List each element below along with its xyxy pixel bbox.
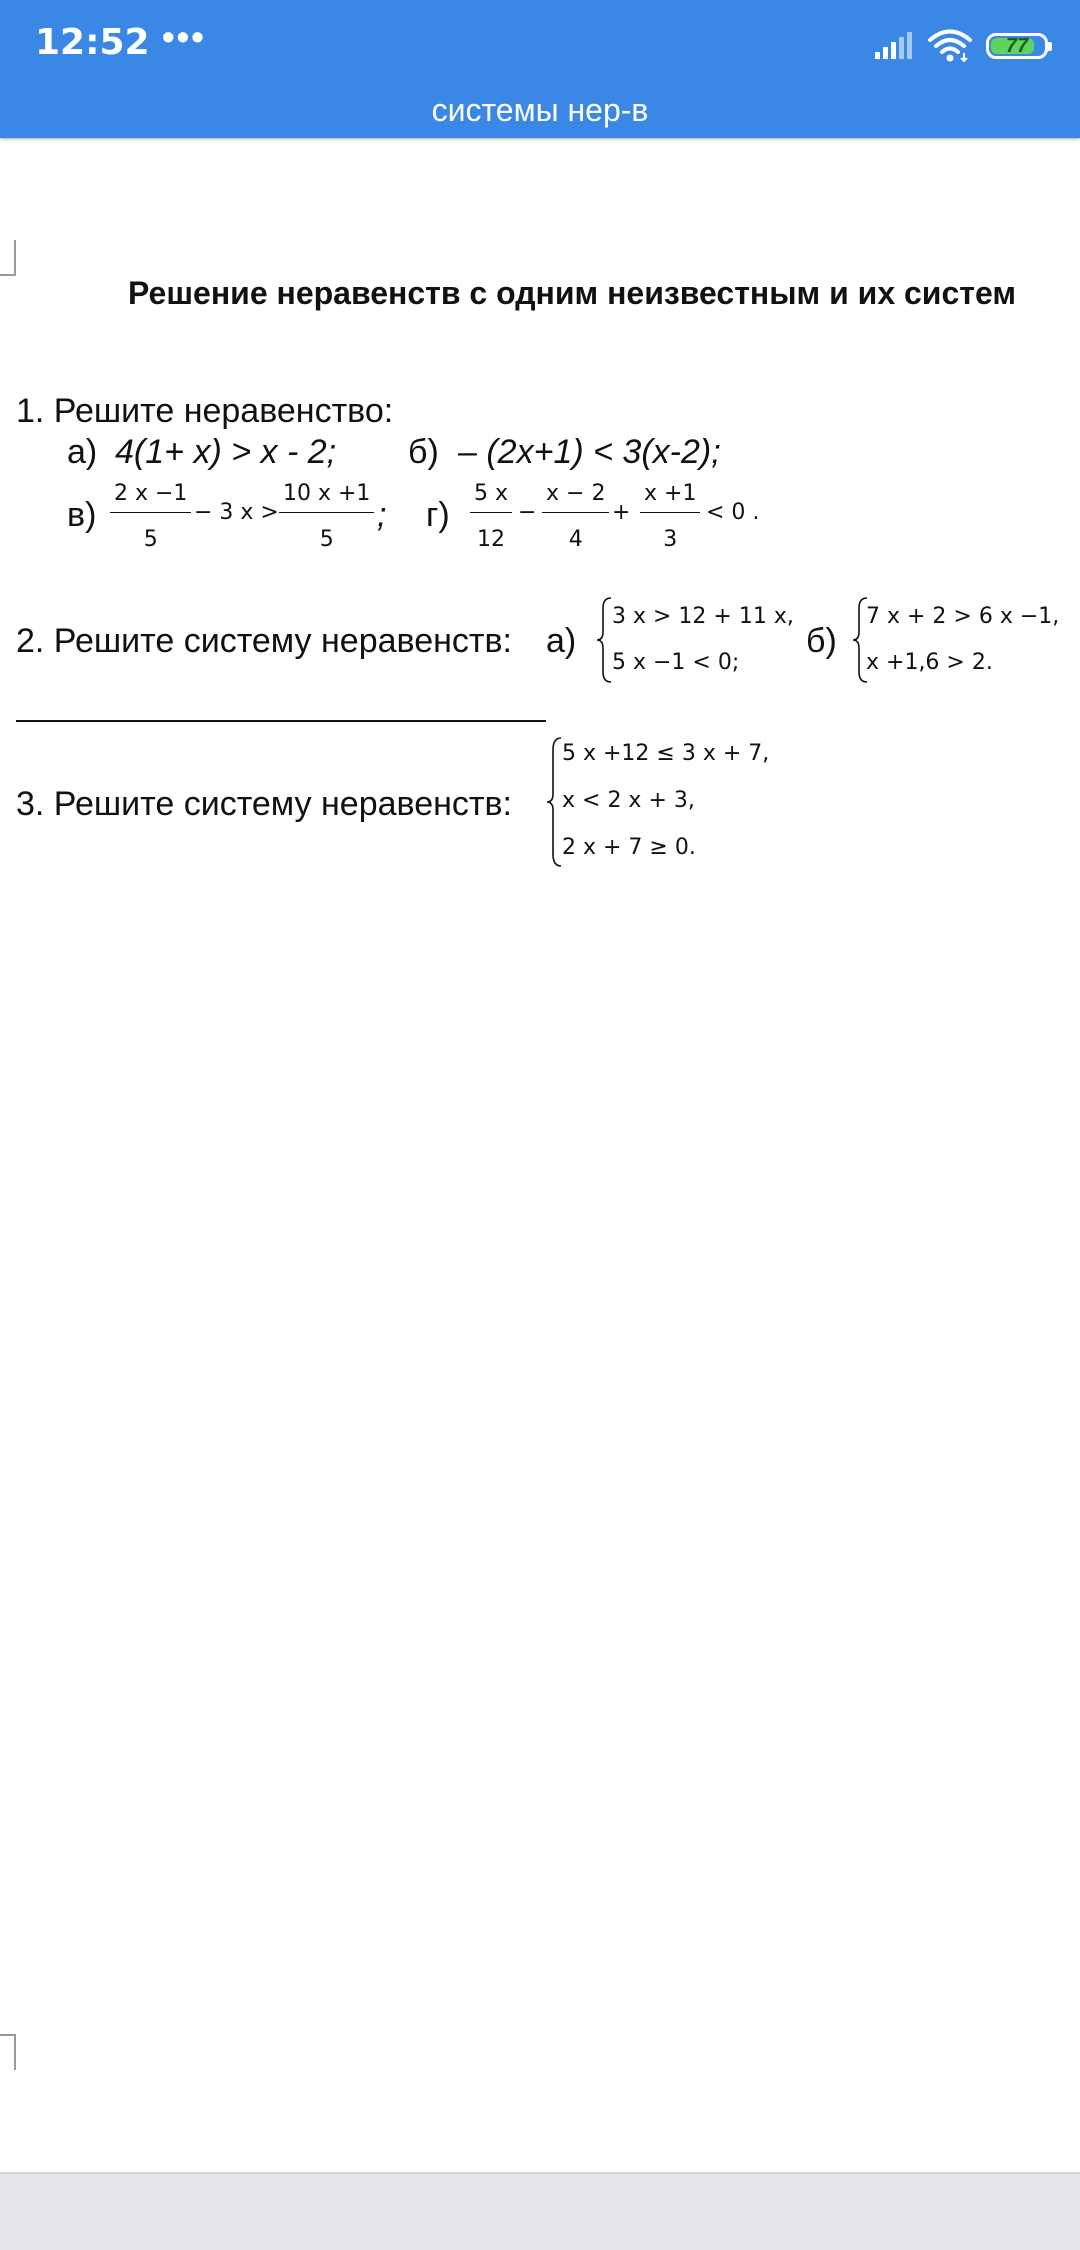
divider-rule [16,720,546,722]
task1-g-plus: + [612,500,631,525]
fraction-numerator: 5 x [470,481,512,513]
task1-g-fraction-2 [542,481,609,552]
task1-v-label: в) [67,496,97,534]
task3-line-2: x < 2 x + 3, [562,788,695,813]
task2-b-label: б) [806,622,837,660]
task1-v-end: ; [377,496,387,534]
page-corner-mark [0,2034,16,2070]
wifi-icon [928,29,972,63]
task1-b-label: б) [408,433,439,471]
task1-a-expression: 4(1+ x) > x - 2; [115,433,337,471]
status-time: 12:52 [35,22,150,63]
more-icon[interactable]: ••• [162,16,206,57]
task2-title: 2. Решите систему неравенств: [16,622,512,660]
document-title: системы нер-в [431,92,649,128]
task2-b-line-2: x +1,6 > 2. [866,650,993,675]
task3-line-1: 5 x +12 ≤ 3 x + 7, [562,741,770,766]
task1-title: 1. Решите неравенство: [16,392,394,430]
fraction-denominator: 4 [568,527,583,552]
battery-icon [986,33,1048,59]
bottom-toolbar[interactable] [0,2172,1080,2250]
fraction-numerator: 10 x +1 [279,481,374,513]
task2-b-line-1: 7 x + 2 > 6 x −1, [866,604,1060,629]
fraction-denominator: 5 [319,527,334,552]
task1-v-middle: − 3 x > [194,500,279,525]
task1-g-fraction-3 [640,481,700,552]
task1-g-label: г) [426,496,450,534]
task1-v-fraction-1 [110,481,191,552]
fraction-numerator: x +1 [640,481,700,513]
task3-line-3: 2 x + 7 ≥ 0. [562,835,696,860]
task1-v-fraction-2 [279,481,374,552]
signal-icon [874,32,914,60]
task1-g-end: < 0 . [706,500,760,525]
status-icons [874,26,1048,66]
task1-g-fraction-1 [470,481,512,552]
fraction-denominator: 3 [663,527,678,552]
task1-g-minus: − [518,500,537,525]
page-corner-mark [0,240,16,276]
task1-b-expression: – (2x+1) < 3(x-2); [458,433,721,471]
task2-a-line-1: 3 x > 12 + 11 x, [612,604,794,629]
fraction-denominator: 12 [477,527,505,552]
task3-title: 3. Решите систему неравенств: [16,785,512,823]
task2-a-label: а) [546,622,577,660]
battery-level: 77 [1005,34,1029,57]
fraction-numerator: x − 2 [542,481,609,513]
app-header [0,0,1080,138]
task1-a-label: а) [67,433,98,471]
fraction-numerator: 2 x −1 [110,481,191,513]
task2-a-line-2: 5 x −1 < 0; [612,650,740,675]
document-heading: Решение неравенств с одним неизвестным и их систем [128,275,1016,311]
fraction-denominator: 5 [143,527,158,552]
